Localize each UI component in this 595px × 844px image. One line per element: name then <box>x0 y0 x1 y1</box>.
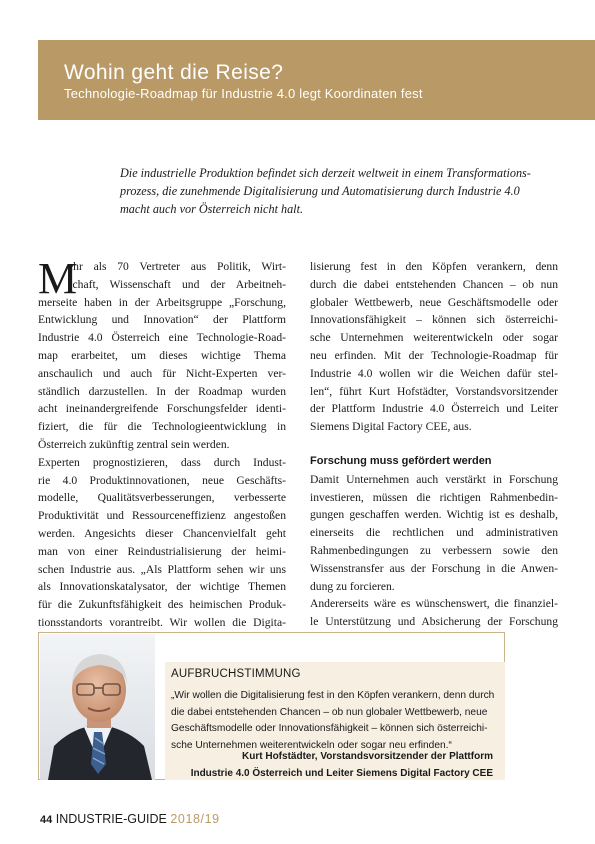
body-line: anschaulich und auch für Nicht-Experten ver- <box>38 366 286 380</box>
body-line: Innovationsfähigkeit – können sich österreichi- <box>310 313 558 327</box>
header-bar <box>38 40 595 120</box>
article-column-left <box>38 254 286 632</box>
body-line: rie 4.0 Produktinnovationen, neue Geschäfts- <box>38 473 286 487</box>
body-line: Entwicklung und Innovation“ der Plattform <box>38 313 286 327</box>
page-subtitle: Technologie-Roadmap für Industrie 4.0 legt Koordinaten fest <box>64 86 423 101</box>
body-line: Österreich zukünftig zentral sein werden. <box>38 437 230 451</box>
body-line: Produktivität und Ressourceneffizienz angestoßen <box>38 509 286 523</box>
drop-cap: M <box>38 254 78 303</box>
body-line: lisierung fest in den Köpfen verankern, denn <box>310 260 558 273</box>
page-footer <box>40 812 220 826</box>
lead-line: macht auch vor Österreich nicht halt. <box>120 201 304 216</box>
body-line: Experten prognostizieren, dass durch Indust- <box>38 455 286 469</box>
section-subheading: Forschung muss gefördert werden <box>310 454 492 467</box>
body-line: map erarbeitet, um dieses wichtige Thema <box>38 348 286 362</box>
body-line: Industrie 4.0 wollen wir die Weichen dafür stel- <box>310 366 558 380</box>
body-line: len“, führt Kurt Hofstädter, Vorstandsvorsitzender <box>310 384 558 398</box>
body-line: Siemens Digital Factory CEE, aus. <box>310 420 472 434</box>
quote-author-line: Industrie 4.0 Österreich und Leiter Siemens Digital Factory CEE <box>190 767 493 779</box>
portrait-photo <box>40 634 155 780</box>
body-line: man von einer Reindustrialisierung der heimi- <box>38 544 286 558</box>
quote-line: „Wir wollen die Digitalisierung fest in den Köpfen verankern, denn durch <box>171 690 495 701</box>
page-number: 44 <box>40 814 53 826</box>
article-column-right <box>310 258 558 631</box>
quote-line: Geschäftsmodelle oder Innovationsfähigkeit – können sich österreichi- <box>171 723 488 735</box>
quote-author <box>171 749 493 782</box>
body-line: neu erfinden. Mit der Technologie-Roadmap für <box>310 348 558 362</box>
body-line: ständlich darzustellen. In der Roadmap wurden <box>38 384 286 398</box>
body-line: Andererseits wäre es wünschenswert, die finanziel- <box>310 597 558 611</box>
body-line: schen Industrie aus. „Als Plattform sehen wir uns <box>38 562 286 576</box>
lead-line: Die industrielle Produktion befindet sich derzeit weltweit in einem Transformations- <box>120 166 531 180</box>
body-line: fiziert, die für die Technologieentwicklung in <box>38 420 286 434</box>
body-line: acht ineinandergreifende Forschungsfelder identi- <box>38 402 286 416</box>
body-line: einerseits die rechtlichen und administrativen <box>310 526 558 540</box>
body-line: Industrie 4.0 Österreich eine Technologie-Road- <box>38 331 286 345</box>
body-line: durch die dabei entstehenden Chancen – ob nun <box>310 277 558 291</box>
body-line: gungen geschaffen werden. Wichtig ist es deshalb, <box>310 508 558 522</box>
body-line: modelle, Qualitätsverbesserungen, verbesserte <box>38 491 286 505</box>
body-line: tionsstandorts vorantreibt. Wir wollen die Digita- <box>38 615 286 629</box>
page-title: Wohin geht die Reise? <box>64 61 284 84</box>
quote-line: die dabei entstehenden Chancen – ob nun globaler Wettbewerb, neue <box>171 706 488 718</box>
publication-name: INDUSTRIE-GUIDE <box>55 812 167 826</box>
lead-paragraph <box>120 162 560 215</box>
body-line: schaft, Wissenschaft und der Arbeitneh- <box>68 277 286 291</box>
body-line: merseite haben in der Arbeitsgruppe „Forschung, <box>38 295 286 309</box>
body-line: werden. Angesichts dieser Chancenvielfalt geht <box>38 526 286 540</box>
body-line: ehr als 70 Vertreter aus Politik, Wirt- <box>68 260 286 273</box>
body-line: sche Unternehmen weiterentwickeln oder sogar <box>310 331 558 345</box>
quote-heading: AUFBRUCHSTIMMUNG <box>171 668 301 680</box>
quote-text <box>171 688 501 754</box>
body-line: investieren, müssen die richtigen Rahmenbedin- <box>310 490 558 504</box>
body-line: dung zu forcieren. <box>310 579 395 593</box>
lead-line: prozess, die zunehmende Digitalisierung und Automatisierung durch Industrie 4.0 <box>120 183 520 198</box>
body-line: als Innovationskatalysator, der wichtige Themen <box>38 580 286 594</box>
body-line: der Plattform Industrie 4.0 Österreich und Leiter <box>310 402 558 416</box>
body-line: le Unterstützung und Absicherung der Forschung <box>310 615 558 629</box>
body-line: Wissenstransfer aus der Forschung in die Anwen- <box>310 561 558 575</box>
body-line: für die Zukunftsfähigkeit des heimischen Produk- <box>38 598 286 612</box>
body-line: globaler Wettbewerb, neue Geschäftsmodelle oder <box>310 295 558 309</box>
quote-line: sche Unternehmen weiterentwickeln oder sogar neu erfinden.“ <box>171 739 452 751</box>
quote-author-line: Kurt Hofstädter, Vorstandsvorsitzender der Plattform <box>242 751 493 762</box>
publication-year: 2018/19 <box>170 812 220 826</box>
portrait-illustration <box>40 634 155 780</box>
body-line: Damit Unternehmen auch verstärkt in Forschung <box>310 472 558 486</box>
body-line: Rahmenbedingungen zu verbessern sowie den <box>310 543 558 557</box>
